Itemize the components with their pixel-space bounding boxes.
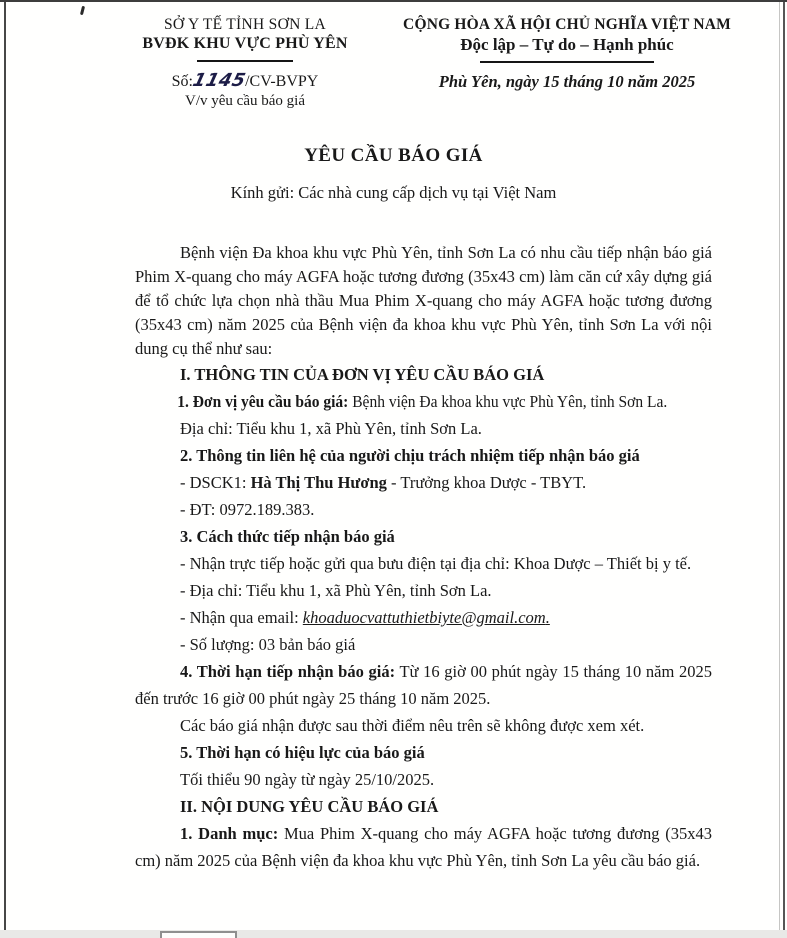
issuer-parent-org: SỞ Y TẾ TỈNH SƠN LA [164,16,326,33]
email-period: . [545,608,550,627]
quote-quantity-line: - Số lượng: 03 bản báo giá [180,635,356,654]
contact-name: Hà Thị Thu Hương [250,473,387,492]
document-number-suffix: /CV-BVPY [245,73,319,90]
national-title: CỘNG HÒA XÃ HỘI CHỦ NGHĨA VIỆT NAM [403,16,731,33]
email-label: - Nhận qua email: [180,608,303,627]
deadline-note: Các báo giá nhận được sau thời điểm nêu trên sẽ không được xem xét. [180,716,645,735]
reception-method-direct: - Nhận trực tiếp hoặc gửi qua bưu điện tại địa chỉ: Khoa Dược – Thiết bị y tế. [180,554,692,573]
section-1-heading: I. THÔNG TIN CỦA ĐƠN VỊ YÊU CẦU BÁO GIÁ [180,365,545,384]
item-list-paragraph [135,820,712,874]
item-list-value: Mua Phim X-quang cho máy AGFA hoặc tương đương (35x43 cm) năm 2025 của Bệnh viện đa khoa khu vực Phù Yên, tỉnh Sơn La yêu cầu báo giá. [135,824,712,870]
deadline-paragraph [135,658,712,712]
requesting-unit-value: Bệnh viện Đa khoa khu vực Phù Yên, tỉnh Sơn La. [348,392,668,411]
document-header [0,2,787,111]
reception-method-heading: 3. Cách thức tiếp nhận báo giá [180,527,395,546]
deadline-value: Từ 16 giờ 00 phút ngày 15 tháng 10 năm 2025 đến trước 16 giờ 00 phút ngày 25 tháng 10 năm 2025. [135,662,712,708]
item-list-label: 1. Danh mục: [180,824,279,843]
document-number [95,71,395,92]
page-bottom-edge [0,930,787,938]
document-number-label: Số: [171,73,193,90]
contact-person-line [135,469,712,496]
intro-paragraph: Bệnh viện Đa khoa khu vực Phù Yên, tỉnh Sơn La có nhu cầu tiếp nhận báo giá Phim X-quang cho máy AGFA hoặc tương đương (35x43 cm) làm căn cứ xây dựng giá để tổ chức lựa chọn nhà thầu Mua Phim X-quang cho máy AGFA hoặc tương đương (35x43 cm) năm 2025 của Bệnh viện đa khoa khu vực Phù Yên, tỉnh Sơn La với nội dung cụ thể như sau: [135,243,712,358]
requesting-unit-label: 1. Đơn vị yêu cầu báo giá: [177,392,349,411]
deadline-label: 4. Thời hạn tiếp nhận báo giá: [180,662,396,681]
issuer-block [95,15,395,111]
motto-underline [480,61,654,63]
issuer-org-name: BVĐK KHU VỰC PHÙ YÊN [142,35,348,52]
scan-edge-left [4,2,6,930]
validity-heading: 5. Thời hạn có hiệu lực của báo giá [180,743,425,762]
scan-edge-right [783,2,785,932]
section-2-heading: II. NỘI DUNG YÊU CẦU BÁO GIÁ [180,797,439,816]
document-title: YÊU CẦU BÁO GIÁ [304,145,483,166]
requesting-unit-line [135,388,677,415]
place-and-date: Phù Yên, ngày 15 tháng 10 năm 2025 [438,72,696,91]
contact-heading: 2. Thông tin liên hệ của người chịu trách nhiệm tiếp nhận báo giá [180,446,640,465]
validity-value: Tối thiểu 90 ngày từ ngày 25/10/2025. [180,770,435,789]
issuer-underline [197,60,293,62]
salutation-line: Kính gửi: Các nhà cung cấp dịch vụ tại Việt Nam [230,183,557,202]
reception-method-email [135,604,712,631]
document-subject: V/v yêu cầu báo giá [185,93,305,109]
scan-edge-right-inner [779,2,780,932]
contact-title: - DSCK1: [180,473,251,492]
reception-method-address: - Địa chỉ: Tiểu khu 1, xã Phù Yên, tỉnh Sơn La. [180,581,492,600]
unit-address-line: Địa chỉ: Tiểu khu 1, xã Phù Yên, tỉnh Sơn La. [180,419,482,438]
national-header-block [395,15,787,111]
contact-phone-line: - ĐT: 0972.189.383. [180,500,315,519]
national-motto: Độc lập – Tự do – Hạnh phúc [460,35,674,54]
next-page-table-fragment [160,931,237,938]
document-body [0,241,787,874]
document-number-handwritten: 1145 [190,70,248,91]
contact-role: - Trưởng khoa Dược - TBYT. [386,473,587,492]
email-address: khoaduocvattuthietbiyte@gmail.com [302,608,546,627]
